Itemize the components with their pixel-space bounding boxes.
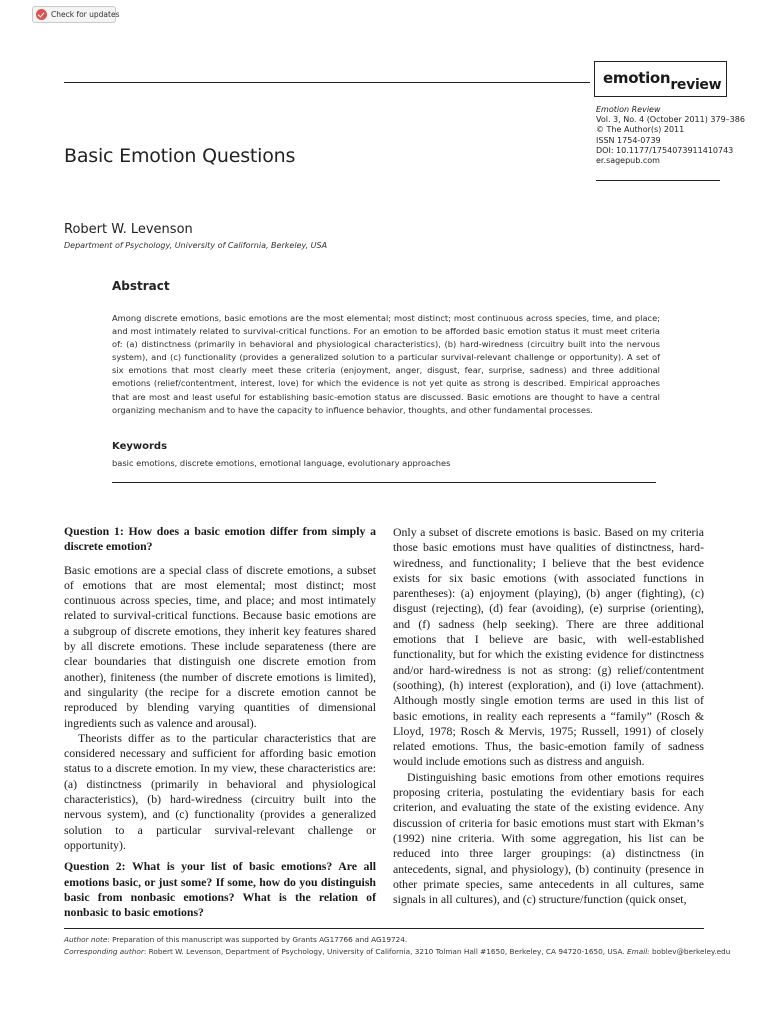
- author-note-label: Author note: [64, 935, 108, 944]
- corresponding-author: [64, 946, 731, 958]
- question-2-heading: Question 2: What is your list of basic emotions? Are all emotions basic, or just some? If some, how do you distinguish basic from nonbasic emotions? What is the relation of nonbasic to basic emotions?: [64, 859, 376, 920]
- answer-2-paragraph-2: Distinguishing basic emotions from other emotions requires proposing criteria, postulating the evidentiary basis for each criterion, and evaluating the state of the existing evidence. Any discussion of criteria for basic emotions must start with Ekman’s (1992) nine criteria. With some aggregation, his list can be reduced into three larger groupings: (a) distinctness (in antecedents, signal, and physiology), (b) continuity (presence in other primate species, same antecedents in all cultures, same signals in all cultures), and (c) structure/function (quick onset,: [393, 769, 704, 907]
- footnotes: [64, 934, 731, 958]
- logo-word-review: review: [670, 77, 722, 93]
- header-rule: [64, 82, 590, 83]
- email-label: Email:: [627, 947, 650, 956]
- journal-doi[interactable]: DOI: 10.1177/1754073911410743: [596, 145, 734, 155]
- check-for-updates-button[interactable]: [32, 6, 120, 23]
- question-1-paragraph-1: Basic emotions are a special class of discrete emotions, a subset of emotions that are most elemental; most distinct; most continuous across species, time, and place; and most intimately related to survival-critical functions. Because basic emotions are a subgroup of discrete emotions, they inherit key features shared by all discrete emotions. These include separateness (there are clear boundaries that distinguish one discrete emotion from another), finiteness (the number of discrete emotions is limited), and singularity (the recipe for a discrete emotion cannot be reproduced by blending varying quantities of dimensional ingredients such as valence and arousal).: [64, 562, 376, 730]
- author-note-text: : Preparation of this manuscript was supported by Grants AG17766 and AG19724.: [107, 935, 408, 944]
- journal-issn: ISSN 1754-0739: [596, 135, 661, 145]
- body-column-right: [393, 525, 704, 907]
- journal-site[interactable]: er.sagepub.com: [596, 156, 660, 166]
- journal-name: Emotion Review: [596, 105, 661, 114]
- abstract-text: Among discrete emotions, basic emotions are the most elemental; most distinct; most continuous across species, time, and place; and most intimately related to survival-critical functions. For an emotion to be afforded basic emotion status it must meet criteria of: (a) distinctness (primarily in behavioral and physiological characteristics), (b) hard-wiredness (circuitry built into the nervous system), and (c) functionality (provides a generalized solution to a particular survival-relevant challenge or opportunity). A set of six emotions that most clearly meet these criteria (enjoyment, anger, disgust, fear, surprise, sadness) and three additional emotions (relief/contentment, interest, love) for which the evidence is not yet quite as strong is described. Empirical approaches that are most and least useful for establishing basic-emotion status are discussed. Basic emotions are thought to have a central organizing mechanism and to have the capacity to influence behavior, thoughts, and other fundamental processes.: [112, 313, 660, 415]
- author-affiliation: Department of Psychology, University of California, Berkeley, USA: [64, 241, 328, 250]
- journal-logo: [594, 61, 727, 97]
- check-for-updates-label: Check for updates: [51, 10, 120, 19]
- author-note: [64, 934, 724, 946]
- abstract-heading: Abstract: [112, 279, 170, 293]
- article-title: Basic Emotion Questions: [64, 145, 296, 167]
- body-column-left: [64, 524, 376, 928]
- footnote-rule: [64, 928, 704, 929]
- journal-volume: Vol. 3, No. 4 (October 2011) 379–386: [596, 115, 745, 125]
- keywords-heading: Keywords: [112, 441, 168, 452]
- journal-copyright: © The Author(s) 2011: [596, 125, 685, 135]
- journal-meta: [596, 105, 746, 166]
- check-updates-icon: [36, 9, 47, 20]
- logo-word-emotion: emotion: [603, 69, 671, 87]
- question-1-heading: Question 1: How does a basic emotion differ from simply a discrete emotion?: [64, 524, 376, 554]
- keywords-text: basic emotions, discrete emotions, emotional language, evolutionary approaches: [112, 458, 451, 468]
- author-name: Robert W. Levenson: [64, 222, 193, 237]
- answer-2-paragraph-1: Only a subset of discrete emotions is basic. Based on my criteria those basic emotions must have qualities of distinctness, hard-wiredness, and functionality; I believe that the best evidence exists for six basic emotions (with associated functions in parentheses): (a) enjoyment (playing), (b) anger (fighting), (c) disgust (rejecting), (d) fear (avoiding), (e) surprise (orienting), and (f) sadness (help seeking). There are three additional emotions that I believe are basic, with well-established functionality, but for which the existing evidence for distinctness and/or hard-wiredness is not as strong: (g) relief/contentment (soothing), (h) interest (exploration), and (i) love (attachment). Although mostly single emotion terms are used in this list of basic emotions, in reality each represents a “family” (Rosch & Lloyd, 1978; Rosch & Mervis, 1975; Russell, 1991) of closely related emotions. Thus, the basic-emotion family of sadness would include emotions such as distress and anguish.: [393, 525, 704, 769]
- meta-rule: [596, 180, 720, 181]
- corresponding-author-label: Corresponding author: [64, 947, 144, 956]
- question-1-paragraph-2: Theorists differ as to the particular characteristics that are considered necessary and sufficient for affording basic emotion status to a discrete emotion. In my view, these characteristics are: (a) distinctness (primarily in behavioral and physiological characteristics), (b) hard-wiredness (circuitry built into the nervous system), and (c) functionality (provides a generalized solution to a particular survival-relevant challenge or opportunity).: [64, 730, 376, 852]
- corresponding-author-text: : Robert W. Levenson, Department of Psychology, University of California, 3210 Tolman Hall #1650, Berkeley, CA 94720-1650, USA.: [143, 947, 627, 956]
- abstract-rule: [112, 482, 656, 483]
- email-link[interactable]: boblev@berkeley.edu: [649, 947, 731, 956]
